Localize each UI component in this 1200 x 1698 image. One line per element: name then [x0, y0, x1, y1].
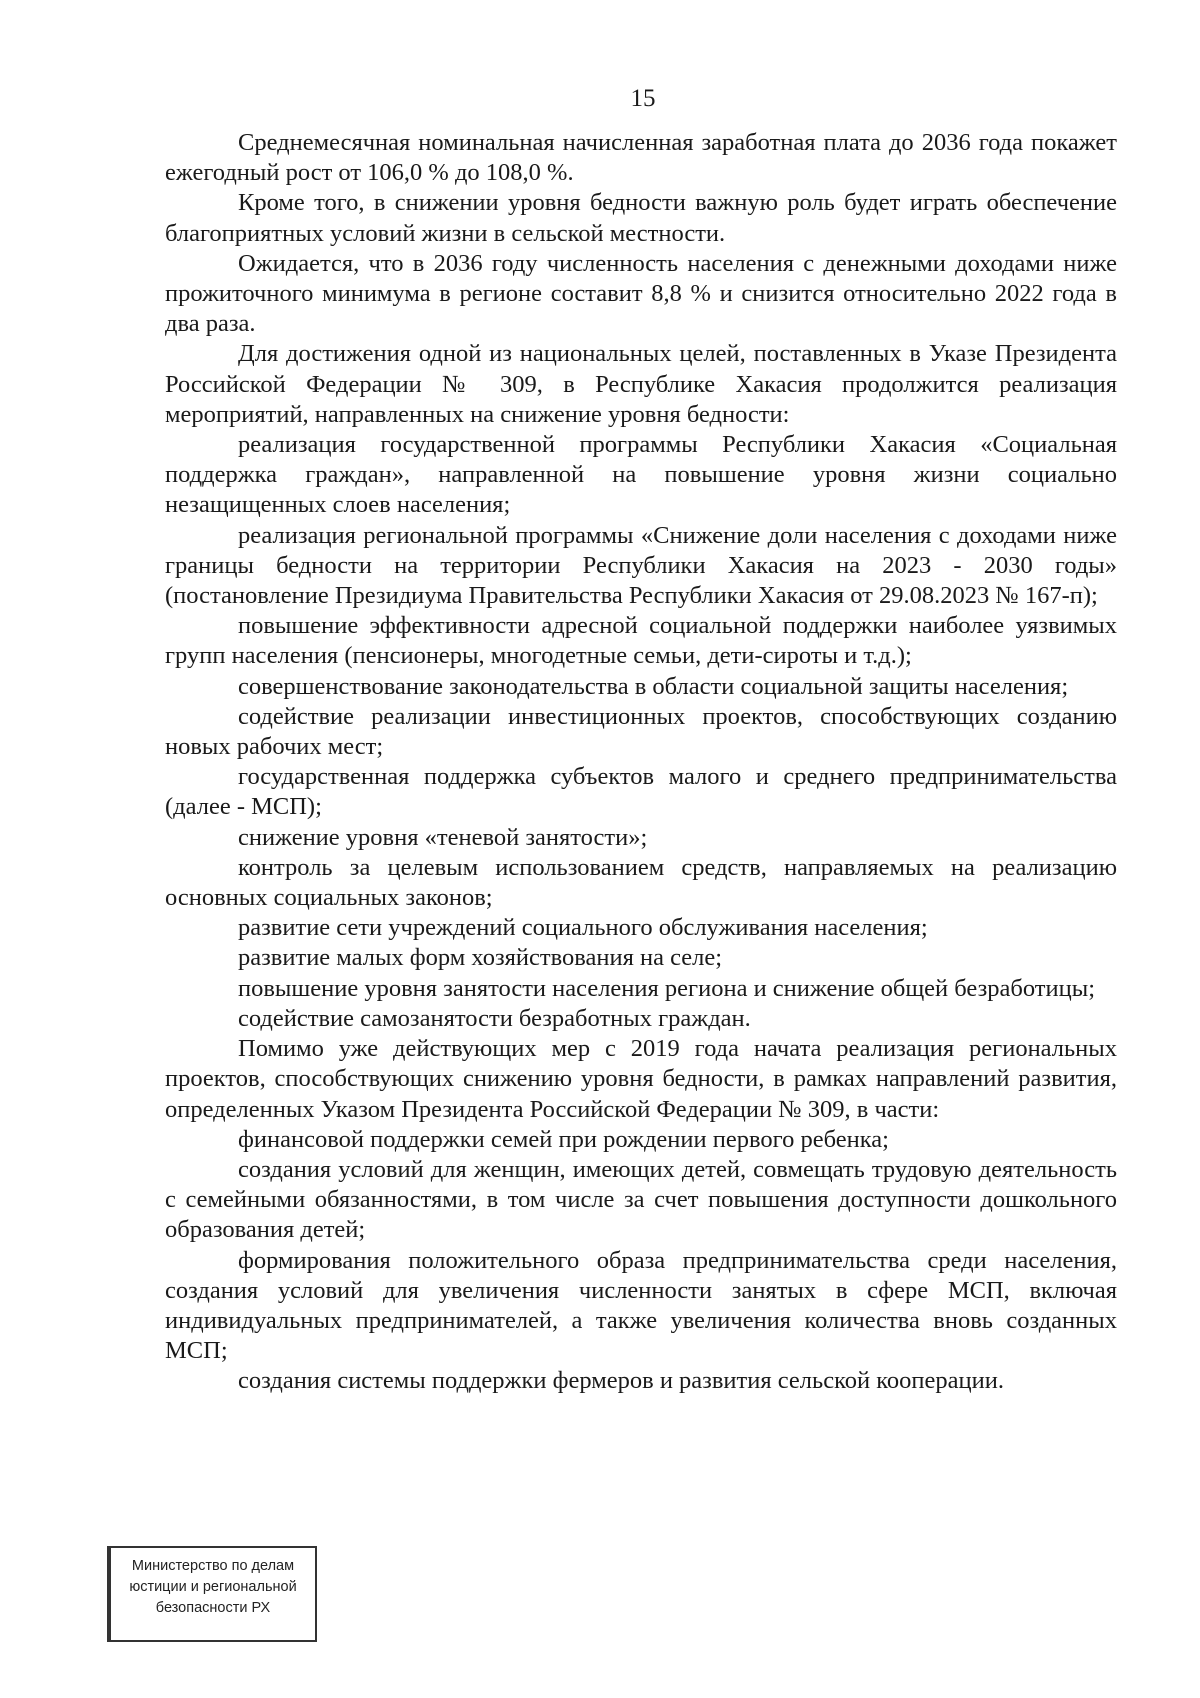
list-item: повышение уровня занятости населения региона и снижение общей безработицы;	[238, 974, 1095, 1002]
paragraph: Для достижения одной из национальных целей, поставленных в Указе Президента Российской Федерации № 309, в Республике Хакасия продолжится реализация мероприятий, направленных на снижение уровня бедности:	[165, 340, 1117, 428]
page-number: 15	[630, 85, 656, 112]
list-item: реализация государственной программы Республики Хакасия «Социальная поддержка граждан», направленной на повышение уровня жизни социально незащищенных слоев населения;	[165, 431, 1117, 519]
list-item: содействие реализации инвестиционных проектов, способствующих созданию новых рабочих мест;	[165, 702, 1117, 761]
list-item: контроль за целевым использованием средств, направляемых на реализацию основных социальных законов;	[165, 853, 1117, 912]
document-body	[165, 128, 1117, 1397]
list-item: государственная поддержка субъектов малого и среднего предпринимательства (далее - МСП);	[165, 763, 1117, 821]
list-item: создания условий для женщин, имеющих детей, совмещать трудовую деятельность с семейными обязанностями, в том числе за счет повышения доступности дошкольного образования детей;	[165, 1155, 1117, 1244]
paragraph: Среднемесячная номинальная начисленная заработная плата до 2036 года покажет ежегодный рост от 106,0 % до 108,0 %.	[165, 129, 1117, 187]
list-item: повышение эффективности адресной социальной поддержки наиболее уязвимых групп населения (пенсионеры, многодетные семьи, дети-сироты и т.д.);	[165, 612, 1117, 670]
ministry-stamp	[107, 1546, 317, 1642]
list-item: формирования положительного образа предпринимательства среди населения, создания условий для увеличения численности занятых в сфере МСП, включая индивидуальных предпринимателей, а также увеличения количества вновь созданных МСП;	[165, 1246, 1117, 1365]
stamp-line: безопасности РХ	[155, 1600, 271, 1616]
list-item: развитие малых форм хозяйствования на селе;	[238, 944, 723, 972]
list-item: финансовой поддержки семей при рождении первого ребенка;	[238, 1125, 889, 1153]
paragraph: Помимо уже действующих мер с 2019 года начата реализация региональных проектов, способствующих снижению уровня бедности, в рамках направлений развития, определенных Указом Президента Российской Федерации № 309, в части:	[165, 1035, 1117, 1123]
list-item: создания системы поддержки фермеров и развития сельской кооперации.	[238, 1367, 1004, 1395]
stamp-line: юстиции и региональной	[129, 1579, 297, 1595]
list-item: содействие самозанятости безработных граждан.	[238, 1004, 751, 1032]
list-item: совершенствование законодательства в области социальной защиты населения;	[238, 672, 1069, 700]
paragraph: Кроме того, в снижении уровня бедности важную роль будет играть обеспечение благоприятных условий жизни в сельской местности.	[165, 189, 1117, 247]
list-item: развитие сети учреждений социального обслуживания населения;	[238, 914, 928, 942]
list-item: снижение уровня «теневой занятости»;	[238, 823, 648, 851]
paragraph: Ожидается, что в 2036 году численность населения с денежными доходами ниже прожиточного минимума в регионе составит 8,8 % и снизится относительно 2022 года в два раза.	[165, 249, 1117, 338]
stamp-line: Министерство по делам	[131, 1558, 295, 1574]
list-item: реализация региональной программы «Снижение доли населения с доходами ниже границы бедности на территории Республики Хакасия на 2023 - 2030 годы» (постановление Президиума Правительства Республики Хакасия от 29.08.2023 № 167-п);	[165, 521, 1117, 610]
